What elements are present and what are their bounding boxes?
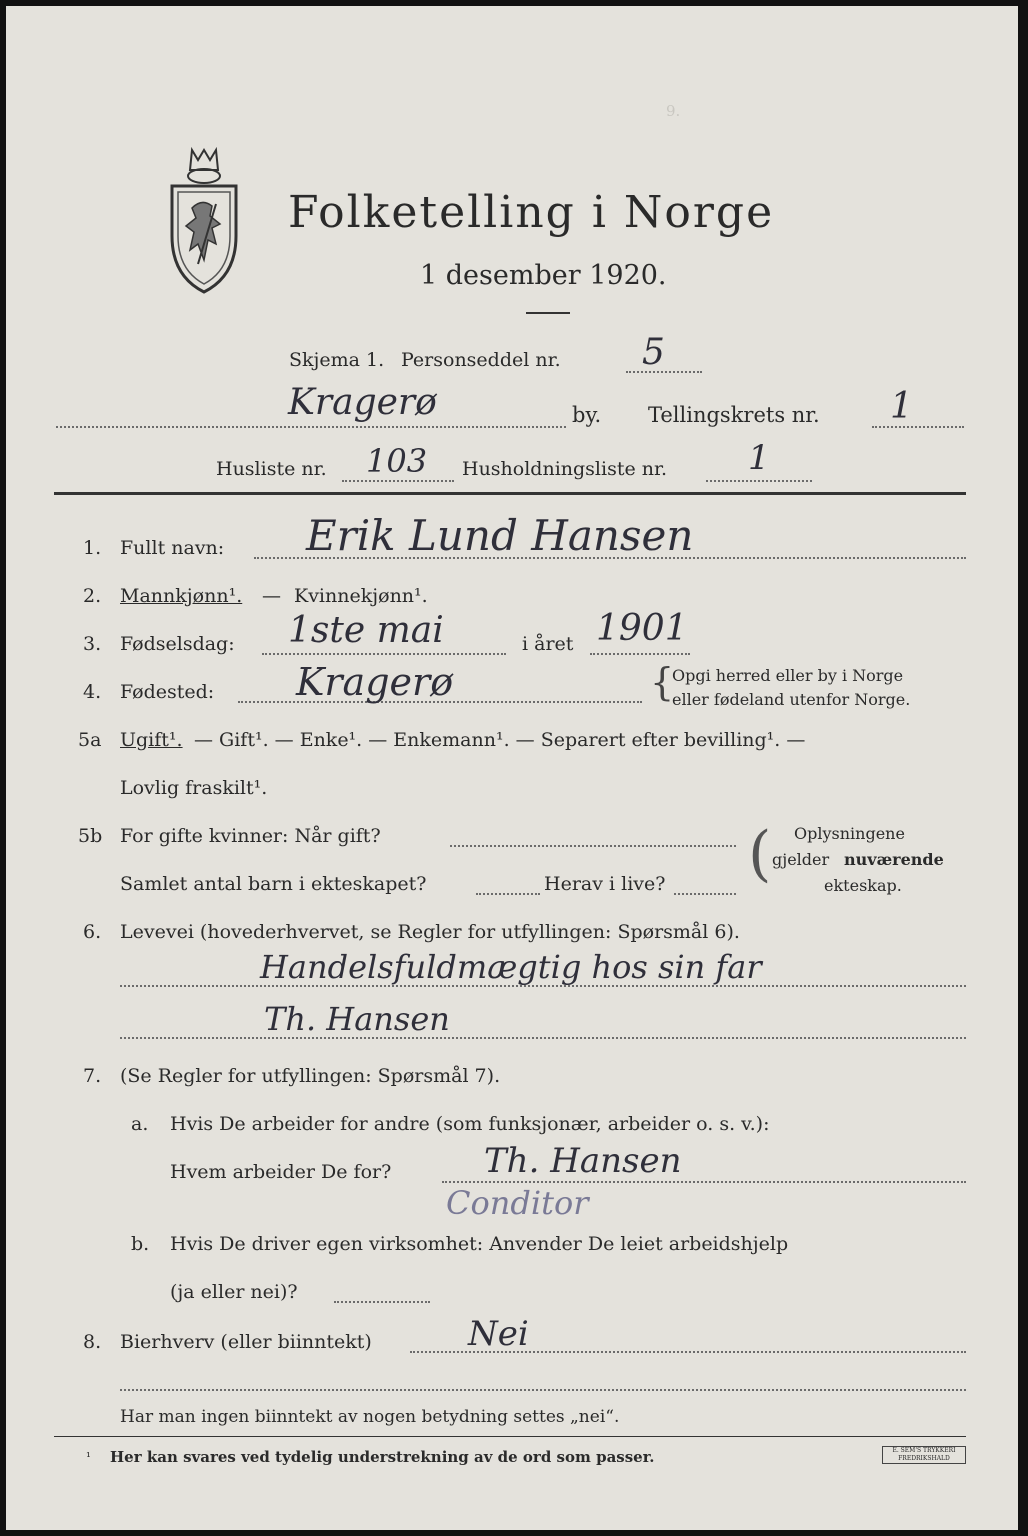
husliste-label: Husliste nr.: [216, 458, 327, 480]
q2-number: 2.: [83, 585, 102, 607]
q8-value: Nei: [468, 1314, 529, 1354]
q7a-question: Hvem arbeider De for?: [170, 1161, 392, 1183]
q7b-text: Hvis De driver egen virksomhet: Anvender De leiet arbeidshjelp: [170, 1233, 789, 1255]
husholdningsliste-value: 1: [748, 438, 770, 478]
q7-label: (Se Regler for utfyllingen: Spørsmål 7).: [120, 1065, 501, 1087]
q3-year-line: [590, 653, 690, 655]
q5b-note-line3: ekteskap.: [824, 876, 902, 895]
q7-number: 7.: [83, 1065, 102, 1087]
q4-note-line2: eller fødeland utenfor Norge.: [672, 690, 911, 709]
q7a-line: [442, 1181, 966, 1183]
q3-date-line: [262, 653, 506, 655]
by-label: by.: [572, 403, 602, 427]
q5b-note-line1: Oplysningene: [794, 824, 905, 843]
q3-number: 3.: [83, 633, 102, 655]
printer-stamp: E. SEM'S TRYKKERI FREDRIKSHALD: [882, 1446, 966, 1464]
by-value: Kragerø: [288, 382, 437, 423]
bleed-through-text: 9.: [666, 102, 681, 120]
q1-label: Fullt navn:: [120, 537, 225, 559]
census-date: 1 desember 1920.: [420, 260, 667, 291]
q7a-text: Hvis De arbeider for andre (som funksjonær, arbeider o. s. v.):: [170, 1113, 770, 1135]
q6-label: Levevei (hovederhvervet, se Regler for utfyllingen: Spørsmål 6).: [120, 921, 740, 943]
footer-rule: [54, 1436, 966, 1437]
norwegian-coat-of-arms: [162, 144, 246, 296]
q7a-employer: Th. Hansen: [484, 1141, 682, 1181]
q6-occupation-line2: Th. Hansen: [264, 1000, 450, 1038]
q5b-note-line2a: gjelder: [772, 850, 830, 869]
q1-full-name: Erik Lund Hansen: [306, 511, 694, 560]
q5a-lovlig-fraskilt: Lovlig fraskilt¹.: [120, 777, 268, 799]
q4-label: Fødested:: [120, 681, 215, 703]
footnote-text: Her kan svares ved tydelig understrekning av de ord som passer.: [110, 1448, 655, 1466]
q3-birth-year: 1901: [596, 608, 688, 649]
q7a-letter: a.: [131, 1113, 149, 1135]
q5a-ugift: Ugift¹.: [120, 729, 183, 751]
q7a-employer-annotation: Conditor: [446, 1184, 589, 1222]
husholdningsliste-label: Husholdningsliste nr.: [462, 458, 668, 480]
husliste-value: 103: [366, 442, 428, 480]
q5b-note-line2b: nuværende: [844, 850, 944, 869]
q5b-note-bracket: (: [748, 819, 772, 889]
q6-line-2: [120, 1037, 966, 1039]
personseddel-value: 5: [642, 332, 665, 373]
q5b-children-line: [476, 893, 540, 895]
q2-mannkjonn: Mannkjønn¹.: [120, 585, 243, 607]
q5b-children-total: Samlet antal barn i ekteskapet?: [120, 873, 427, 895]
q4-birth-place: Kragerø: [296, 660, 454, 704]
skjema-label: Skjema 1.: [289, 349, 385, 371]
title-divider: [526, 312, 570, 314]
q5b-when-line: [450, 845, 736, 847]
q7b-line: [334, 1301, 430, 1303]
q2-separator: —: [262, 585, 281, 607]
q4-note-line1: Opgi herred eller by i Norge: [672, 666, 904, 685]
q8-line-2: [120, 1389, 966, 1391]
form-title: Folketelling i Norge: [288, 187, 775, 238]
tellingskrets-line: [872, 426, 964, 428]
footer-note: Har man ingen biinntekt av nogen betydning settes „nei“.: [120, 1407, 620, 1427]
q8-label: Bierhverv (eller biinntekt): [120, 1331, 372, 1353]
q3-year-label: i året: [522, 633, 574, 655]
q7b-letter: b.: [131, 1233, 150, 1255]
q5b-when-married: For gifte kvinner: Når gift?: [120, 825, 381, 847]
q1-number: 1.: [83, 537, 102, 559]
footnote-mark: ¹: [86, 1450, 91, 1464]
tellingskrets-value: 1: [890, 386, 913, 427]
tellingskrets-label: Tellingskrets nr.: [648, 403, 820, 427]
header-rule: [54, 492, 966, 495]
husholdningsliste-line: [706, 480, 812, 482]
personseddel-label: Personseddel nr.: [401, 349, 561, 371]
census-form-page: [6, 6, 1018, 1530]
q3-label: Fødselsdag:: [120, 633, 235, 655]
q4-note-brace: {: [650, 660, 675, 704]
q8-number: 8.: [83, 1331, 102, 1353]
husliste-line: [342, 480, 454, 482]
q5b-children-alive: Herav i live?: [544, 873, 666, 895]
q7b-question: (ja eller nei)?: [170, 1281, 298, 1303]
q6-number: 6.: [83, 921, 102, 943]
q5a-number: 5a: [78, 729, 102, 751]
q2-kvinnekjonn: Kvinnekjønn¹.: [294, 585, 428, 607]
by-line: [56, 426, 566, 428]
q5b-alive-line: [674, 893, 736, 895]
q5b-number: 5b: [78, 825, 103, 847]
q4-number: 4.: [83, 681, 102, 703]
q6-occupation-line1: Handelsfuldmægtig hos sin far: [260, 948, 762, 986]
q5a-options: — Gift¹. — Enke¹. — Enkemann¹. — Separert efter bevilling¹. —: [194, 729, 806, 751]
q3-birth-date: 1ste mai: [288, 610, 444, 651]
